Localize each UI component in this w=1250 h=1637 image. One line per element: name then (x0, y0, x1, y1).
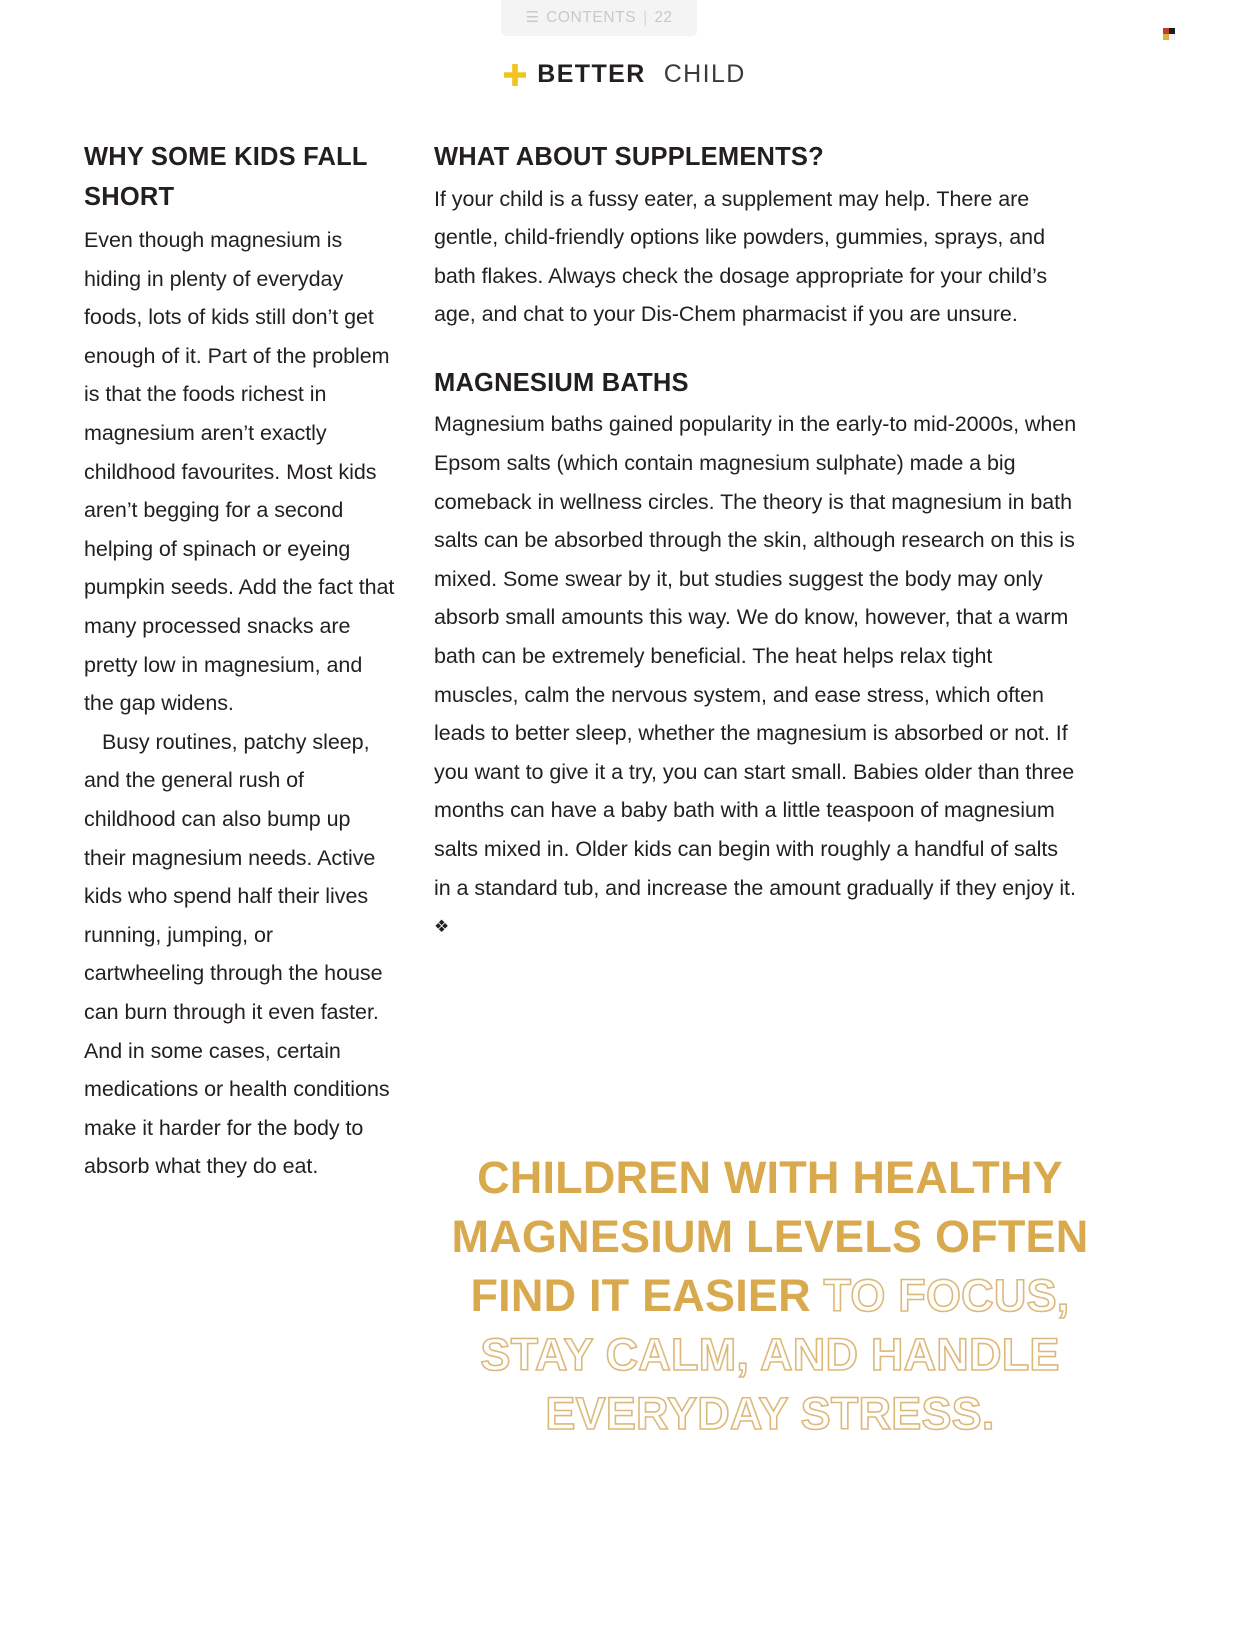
masthead-brand-light: CHILD (663, 60, 746, 88)
contents-divider: | (643, 9, 648, 26)
masthead (0, 60, 1250, 89)
end-of-article-icon: ❖ (434, 917, 450, 937)
page-number: 22 (654, 9, 673, 26)
left-column-paragraph-1: Even though magnesium is hiding in plenty of everyday foods, lots of kids still don’t get enough of it. Part of the problem is that the foods richest in magnesium aren’t exactly childhood favourites. Most kids aren’t begging for a second helping of spinach or eyeing pumpkin seeds. Add the fact that many processed snacks are pretty low in magnesium, and the gap widens. (84, 228, 395, 716)
pull-quote-solid-text: CHILDREN WITH HEALTHY MAGNESIUM LEVELS OFTEN FIND IT EASIER (451, 1152, 1089, 1321)
left-column-paragraph-2: Busy routines, patchy sleep, and the general rush of childhood can also bump up their magnesium needs. Active kids who spend half their lives running, jumping, or cartwheeling through the house can burn through it even faster. And in some cases, certain medications or health conditions make it harder for the body to absorb what they do eat. (84, 729, 390, 1179)
magnesium-baths-text: Magnesium baths gained popularity in the early-to mid-2000s, when Epsom salts (which contain magnesium sulphate) made a big comeback in wellness circles. The theory is that magnesium in bath salts can be absorbed through the skin, although research on this is mixed. Some swear by it, but studies suggest the body may only absorb small amounts this way. We do know, however, that a warm bath can be extremely beneficial. The heat helps relax tight muscles, calm the nervous system, and ease stress, which often leads to better sleep, whether the magnesium is absorbed or not. If you want to give it a try, you can start small. Babies older than three months can have a baby bath with a little teaspoon of magnesium salts mixed in. Older kids can begin with roughly a handful of salts in a standard tub, and increase the amount gradually if they enjoy it. (434, 412, 1077, 900)
registration-swatch-white (1169, 34, 1175, 40)
pull-quote (420, 1148, 1120, 1443)
registration-mark-icon (1163, 28, 1175, 40)
masthead-brand-bold: BETTER (537, 60, 646, 88)
magnesium-baths-paragraph (434, 405, 1080, 946)
plus-icon (504, 64, 526, 86)
supplements-paragraph: If your child is a fussy eater, a supplement may help. There are gentle, child-friendly options like powders, gummies, sprays, and bath flakes. Always check the dosage appropriate for your child’s age, and chat to your Dis-Chem pharmacist if you are unsure. (434, 186, 1048, 327)
pull-quote-outline-text: TO FOCUS, STAY CALM, AND HANDLE EVERYDAY STRESS. (480, 1270, 1070, 1439)
supplements-heading: WHAT ABOUT SUPPLEMENTS? (434, 143, 824, 171)
contents-label: CONTENTS (546, 9, 637, 26)
left-column-heading: WHY SOME KIDS FALL SHORT (84, 143, 368, 211)
hamburger-icon: ☰ (525, 8, 540, 26)
section-spacer (434, 334, 1080, 364)
right-column (434, 138, 1080, 947)
contents-bar[interactable] (501, 0, 697, 36)
left-column (84, 138, 396, 1186)
magnesium-baths-heading: MAGNESIUM BATHS (434, 368, 689, 397)
